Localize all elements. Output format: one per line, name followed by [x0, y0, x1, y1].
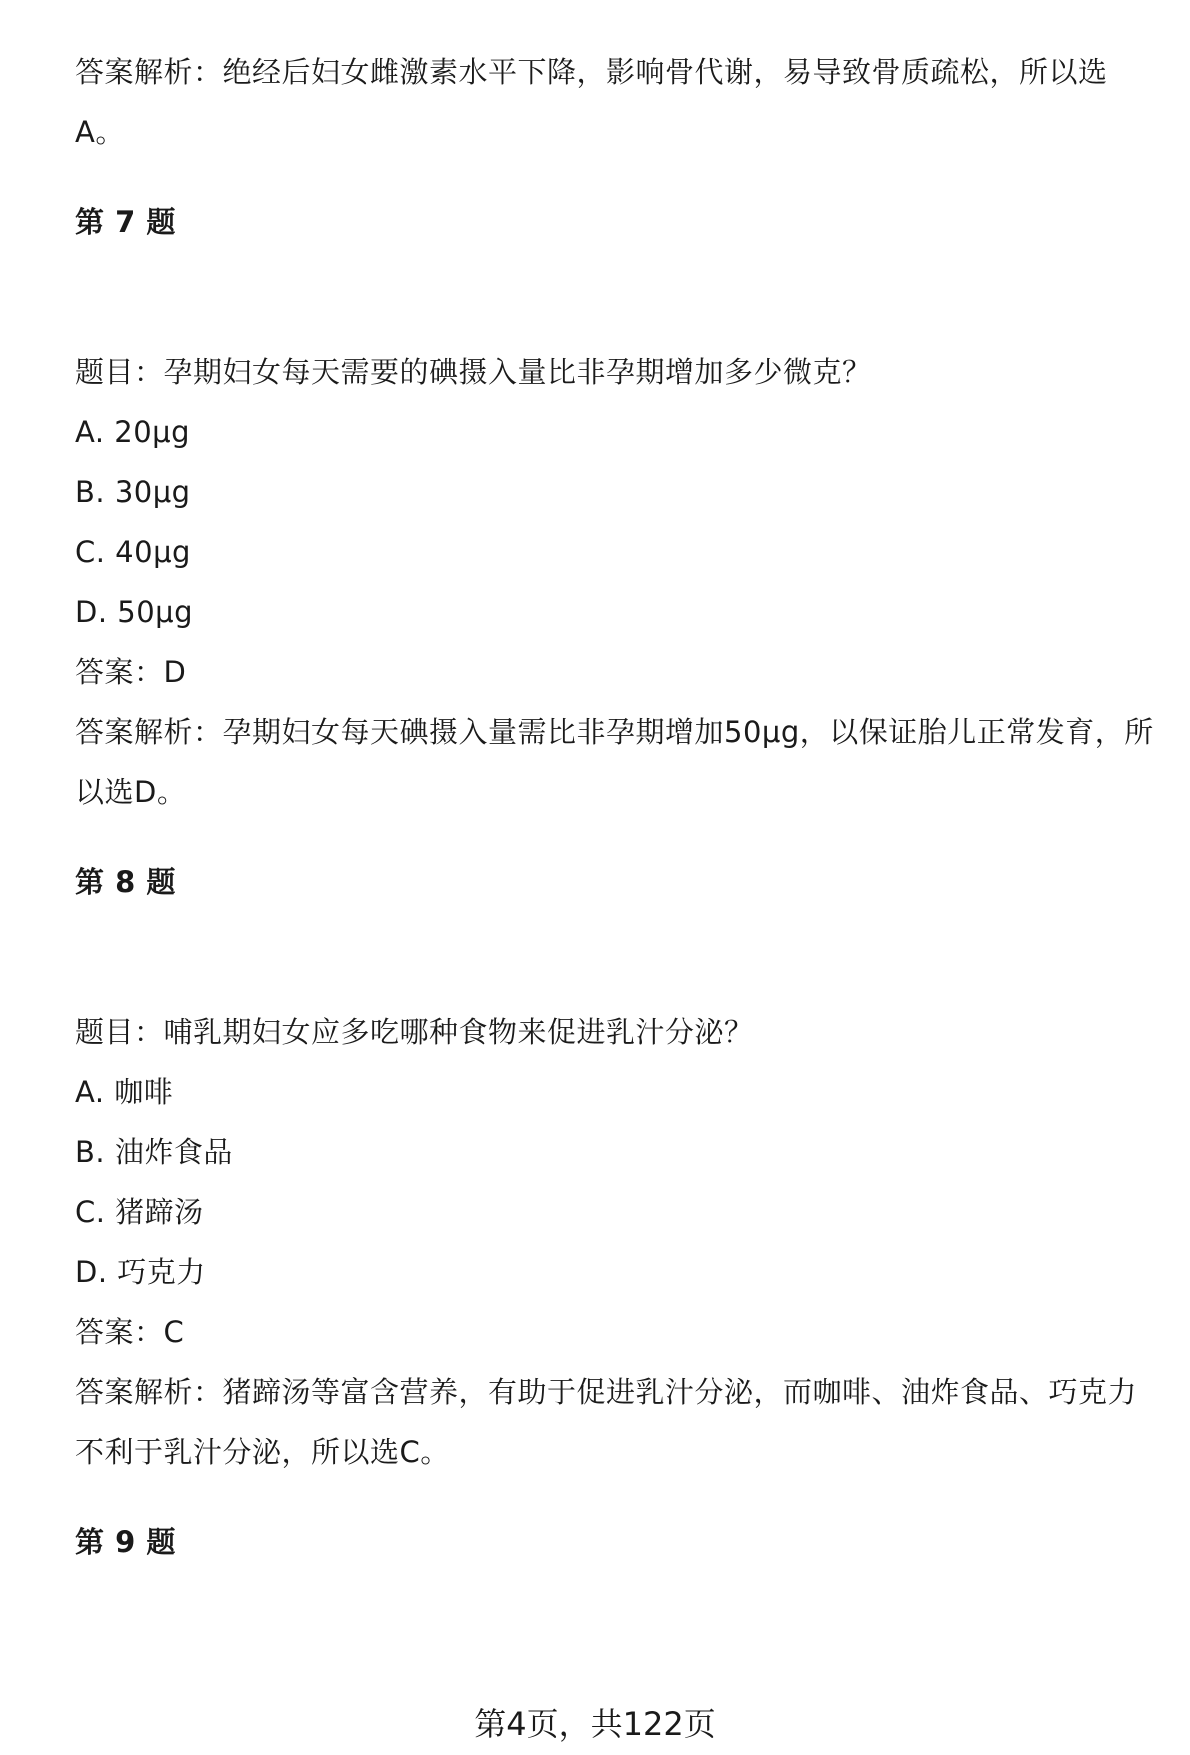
- previous-explanation-line-2: A。: [75, 115, 125, 149]
- question-7-answer: 答案：D: [75, 655, 187, 689]
- previous-explanation-line-1: 答案解析：绝经后妇女雌激素水平下降，影响骨代谢，易导致骨质疏松，所以选: [75, 55, 1108, 89]
- question-8-answer: 答案：C: [75, 1315, 185, 1349]
- question-8-option-a: A. 咖啡: [75, 1075, 174, 1109]
- question-7-option-c: C. 40μg: [75, 535, 191, 569]
- question-9-heading: 第 9 题: [75, 1525, 176, 1559]
- page-number-footer: 第4页，共122页: [474, 1705, 716, 1743]
- question-7-explanation-line-1: 答案解析：孕期妇女每天碘摄入量需比非孕期增加50μg，以保证胎儿正常发育，所: [75, 715, 1154, 749]
- question-7-option-a: A. 20μg: [75, 415, 191, 449]
- question-7-option-d: D. 50μg: [75, 595, 194, 629]
- question-8-explanation-line-1: 答案解析：猪蹄汤等富含营养，有助于促进乳汁分泌，而咖啡、油炸食品、巧克力: [75, 1375, 1138, 1409]
- question-7-text: 题目：孕期妇女每天需要的碘摄入量比非孕期增加多少微克？: [75, 355, 872, 389]
- question-7-option-b: B. 30μg: [75, 475, 191, 509]
- question-7-explanation-line-2: 以选D。: [75, 775, 187, 809]
- question-8-option-c: C. 猪蹄汤: [75, 1195, 204, 1229]
- question-8-heading: 第 8 题: [75, 865, 176, 899]
- question-8-explanation-line-2: 不利于乳汁分泌，所以选C。: [75, 1435, 450, 1469]
- question-8-text: 题目：哺乳期妇女应多吃哪种食物来促进乳汁分泌？: [75, 1015, 754, 1049]
- question-8-option-d: D. 巧克力: [75, 1255, 206, 1289]
- question-8-option-b: B. 油炸食品: [75, 1135, 233, 1169]
- question-7-heading: 第 7 题: [75, 205, 176, 239]
